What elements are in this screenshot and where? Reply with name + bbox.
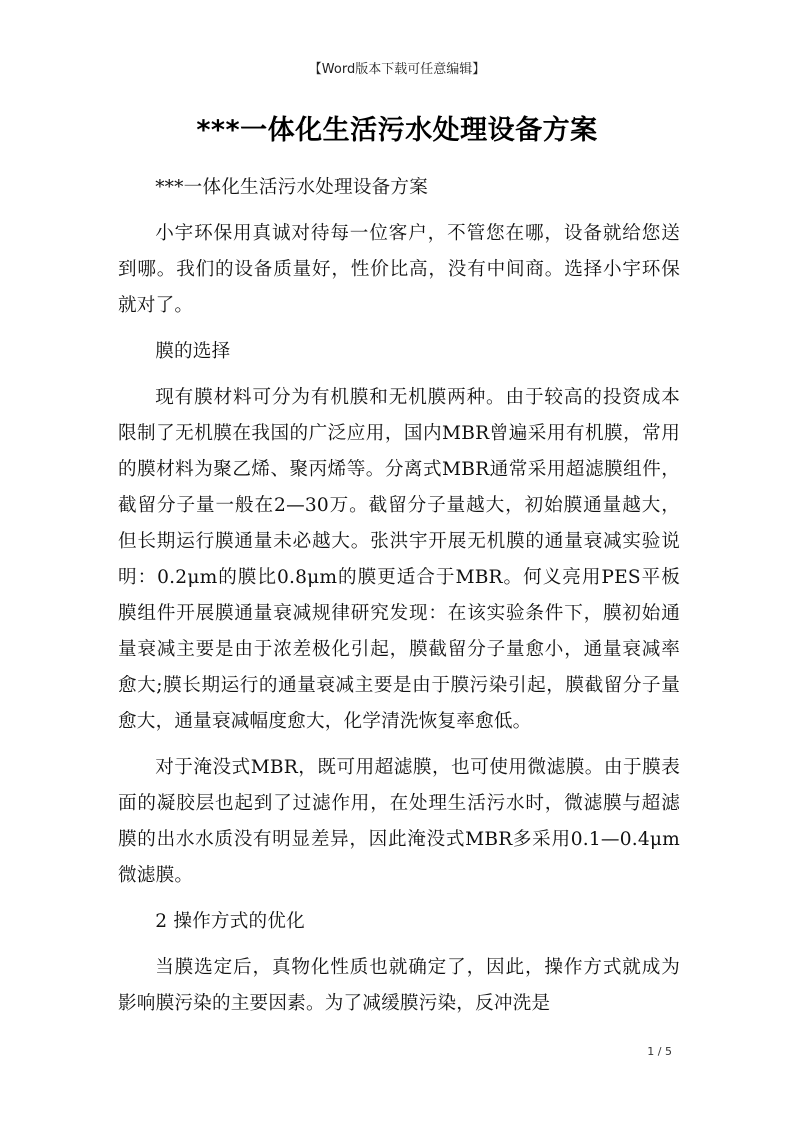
membrane-materials-paragraph: 现有膜材料可分为有机膜和无机膜两种。由于较高的投资成本限制了无机膜在我国的广泛应用，国内MBR曾遍采用有机膜，常用的膜材料为聚乙烯、聚丙烯等。分离式MBR通常采用超滤膜组件，截留分子量一般在2—30万。截留分子量越大，初始膜通量越大，但长期运行膜通量未必越大。张洪宇开展无机膜的通量衰减实验说明：0.2μm的膜比0.8μm的膜更适合于MBR。何义亮用PES平板膜组件开展膜通量衰减规律研究发现：在该实验条件下，膜初始通量衰减主要是由于浓差极化引起，膜截留分子量愈小，通量衰减率愈大;膜长期运行的通量衰减主要是由于膜污染引起，膜截留分子量愈大，通量衰减幅度愈大，化学清洗恢复率愈低。 [118,387,680,732]
intro-paragraph: 小宇环保用真诚对待每一位客户，不管您在哪，设备就给您送到哪。我们的设备质量好，性价比高，没有中间商。选择小宇环保就对了。 [118,223,680,316]
submerged-mbr-paragraph: 对于淹没式MBR，既可用超滤膜，也可使用微滤膜。由于膜表面的凝胶层也起到了过滤作用，在处理生活污水时，微滤膜与超滤膜的出水水质没有明显差异，因此淹没式MBR多采用0.1—0.4μm微滤膜。 [118,757,680,886]
subtitle-paragraph: ***一体化生活污水处理设备方案 [155,177,428,198]
operation-paragraph: 当膜选定后，真物化性质也就确定了，因此，操作方式就成为影响膜污染的主要因素。为了减缓膜污染，反冲洗是 [118,957,680,1014]
document-body [118,170,680,1032]
page-number: 1 / 5 [647,1045,672,1058]
section-heading-membrane-selection: 膜的选择 [155,341,231,362]
section-heading-operation: 2 操作方式的优化 [155,911,305,932]
document-title: ***一体化生活污水处理设备方案 [196,115,598,146]
page-header: 【Word版本下载可任意编辑】 [308,62,486,77]
